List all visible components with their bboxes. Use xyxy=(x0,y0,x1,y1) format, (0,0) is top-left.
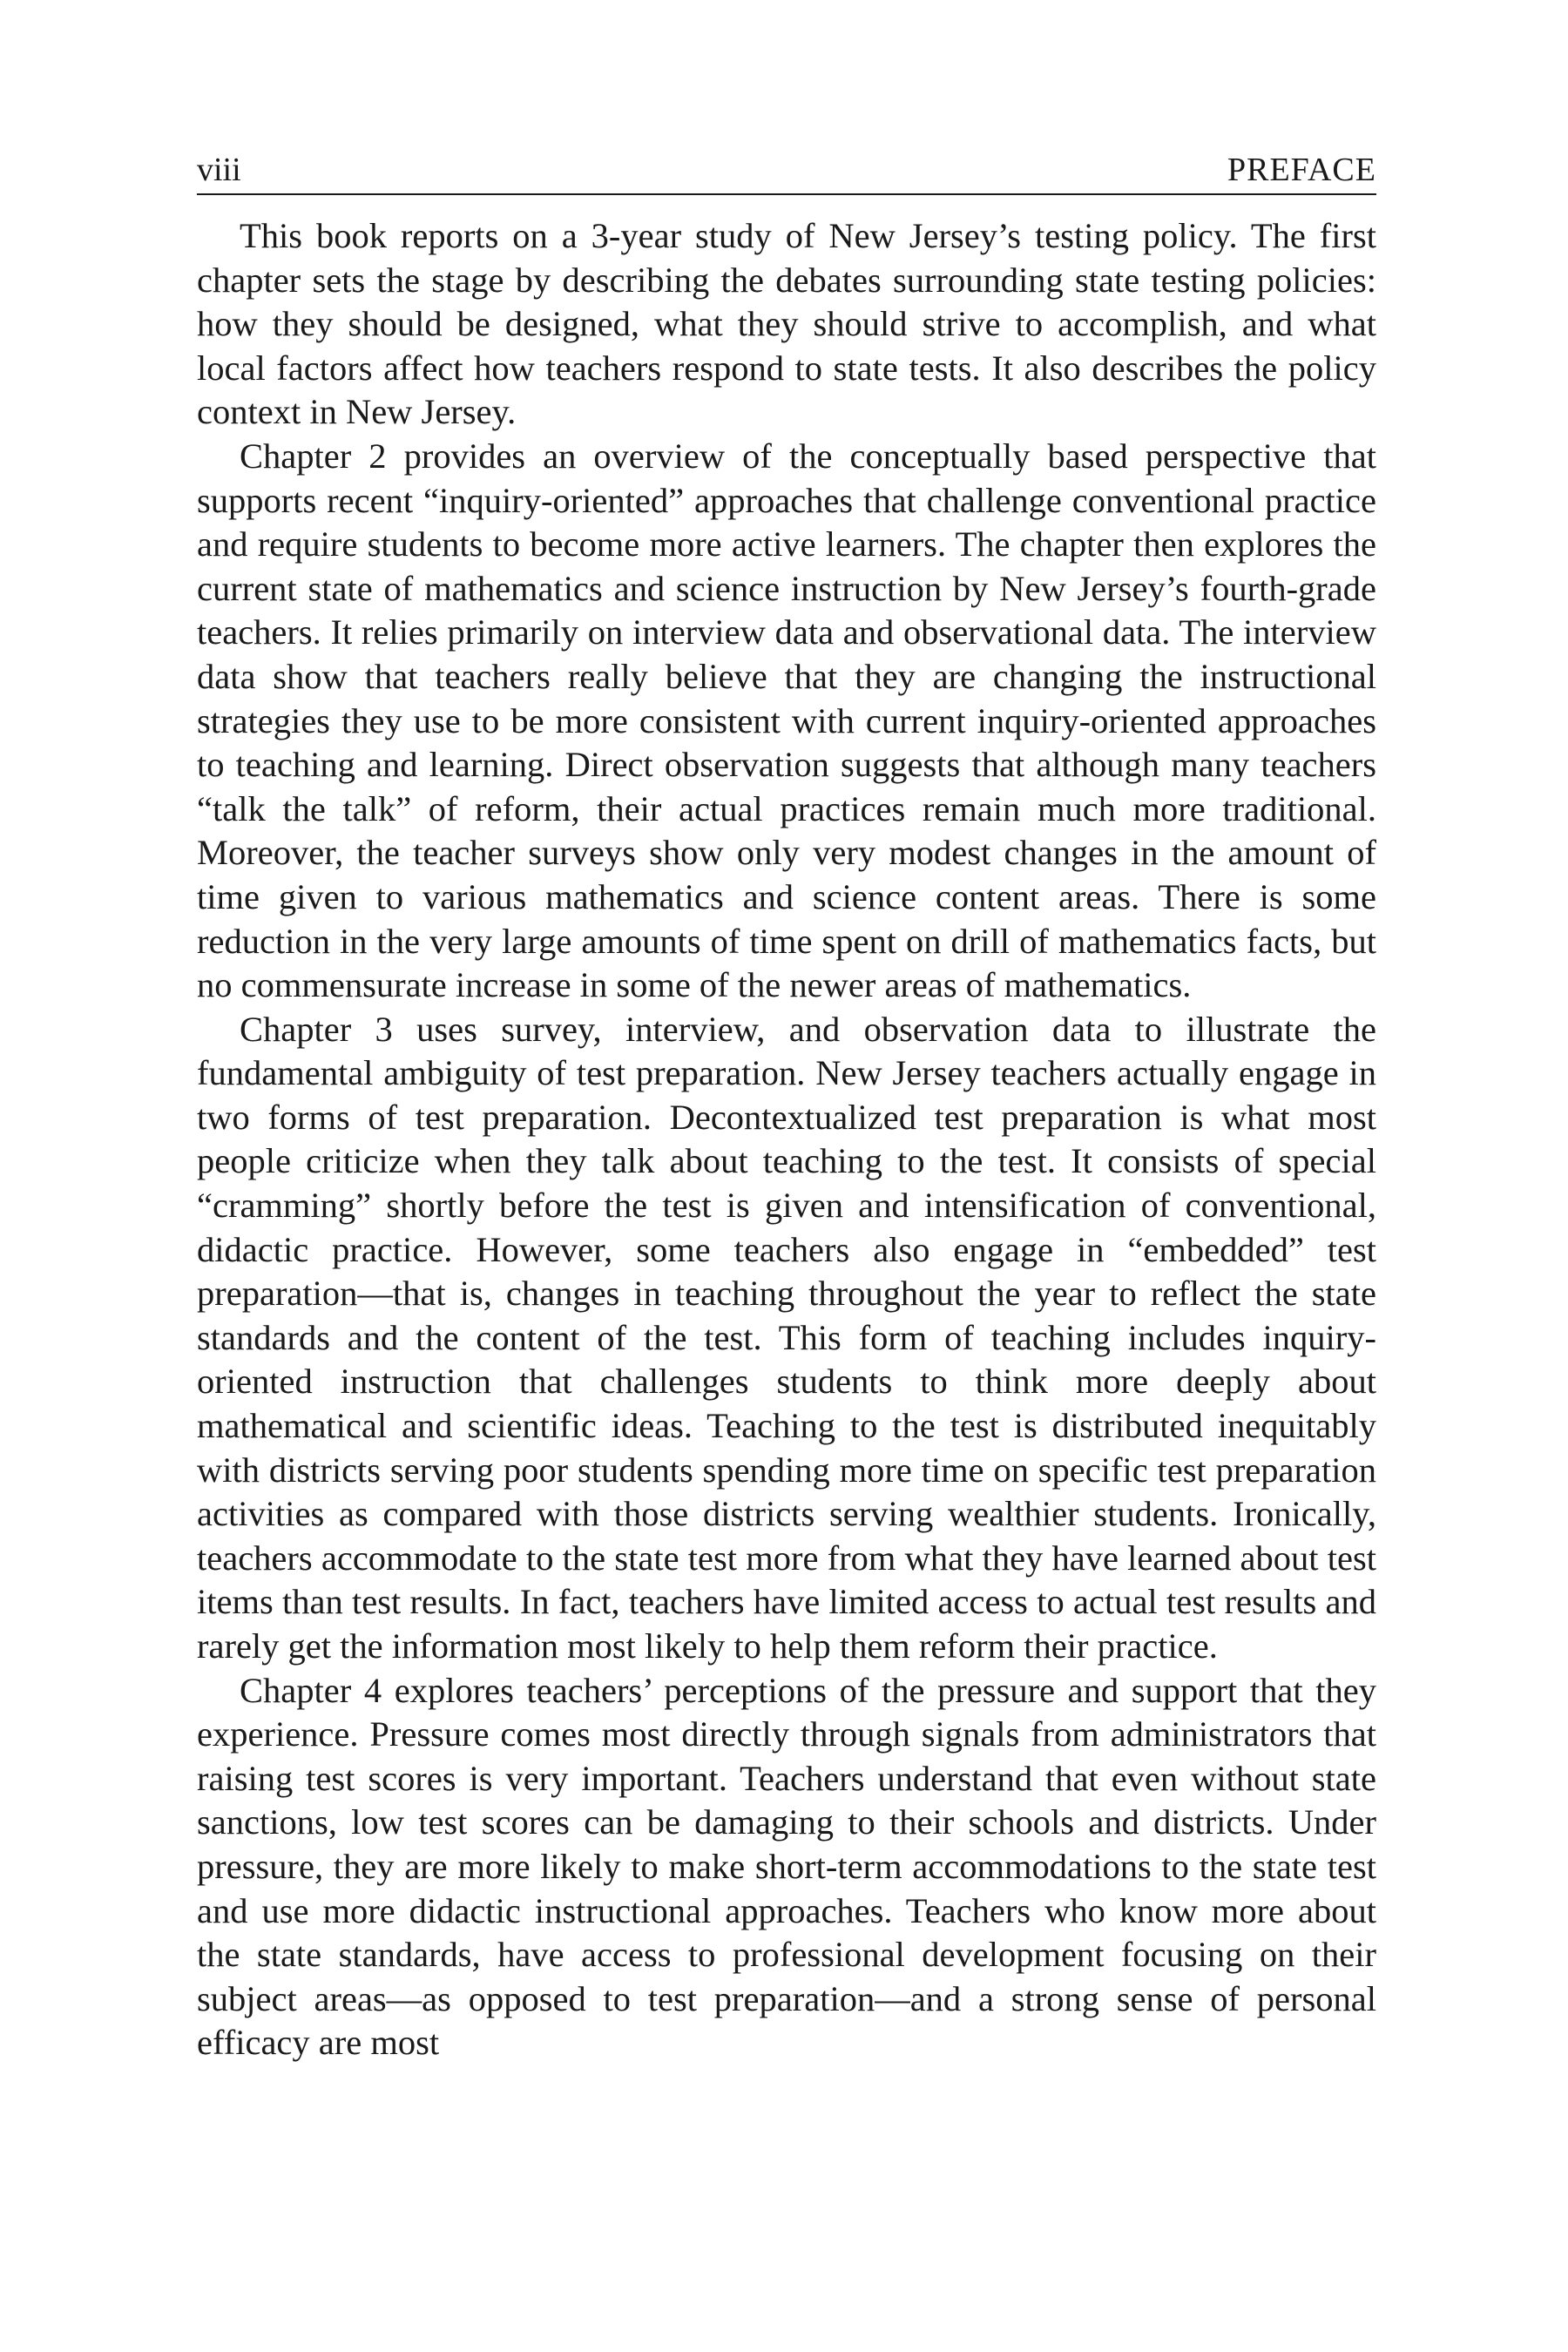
paragraph: Chapter 2 provides an overview of the conceptually based perspective that supports recent “inquiry-oriented” approaches that challenge conventional practice and require students to become more active learners. The chapter then explores the current state of mathematics and science instruction by New Jersey’s fourth-grade teachers. It relies primarily on interview data and observational data. The interview data show that teachers really believe that they are changing the instructional strategies they use to be more consistent with current inquiry-oriented approaches to teaching and learning. Direct observation suggests that although many teachers “talk the talk” of reform, their actual practices remain much more traditional. Moreover, the teacher surveys show only very modest changes in the amount of time given to various mathematics and science content areas. There is some reduction in the very large amounts of time spent on drill of mathematics facts, but no commensurate increase in some of the newer areas of mathematics. xyxy=(197,436,1376,1005)
book-page xyxy=(197,150,1376,2065)
paragraph: Chapter 4 explores teachers’ perceptions of the pressure and support that they experience. Pressure comes most directly through signals from administrators that raising test scores is very important. Teachers understand that even without state sanctions, low test scores can be damaging to their schools and districts. Under pressure, they are more likely to make short-term accommodations to the state test and use more didactic instructional approaches. Teachers who know more about the state standards, have access to professional development focusing on their subject areas—as opposed to test preparation—and a strong sense of personal efficacy are most xyxy=(197,1670,1376,2063)
running-head xyxy=(197,150,1376,195)
paragraph: This book reports on a 3-year study of New Jersey’s testing policy. The first chapter sets the stage by describing the debates surrounding state testing policies: how they should be designed, what they should strive to accomplish, and what local factors affect how teachers respond to state tests. It also describes the policy context in New Jersey. xyxy=(197,216,1376,432)
paragraph: Chapter 3 uses survey, interview, and observation data to illustrate the fundamental ambiguity of test preparation. New Jersey teachers actually engage in two forms of test preparation. Decontextualized test preparation is what most people criticize when they talk about teaching to the test. It consists of special “cramming” shortly before the test is given and intensification of conventional, didactic practice. However, some teachers also engage in “embedded” test preparation—that is, changes in teaching throughout the year to reflect the state standards and the content of the test. This form of teaching includes inquiry-oriented instruction that challenges students to think more deeply about mathematical and scientific ideas. Teaching to the test is distributed inequitably with districts serving poor students spending more time on specific test preparation activities as compared with those districts serving wealthier students. Ironically, teachers accommodate to the state test more from what they have learned about test items than test results. In fact, teachers have limited access to actual test results and rarely get the information most likely to help them reform their practice. xyxy=(197,1009,1376,1666)
page-number: viii xyxy=(197,152,241,188)
running-title: PREFACE xyxy=(1227,152,1376,188)
body-text xyxy=(197,214,1376,2065)
